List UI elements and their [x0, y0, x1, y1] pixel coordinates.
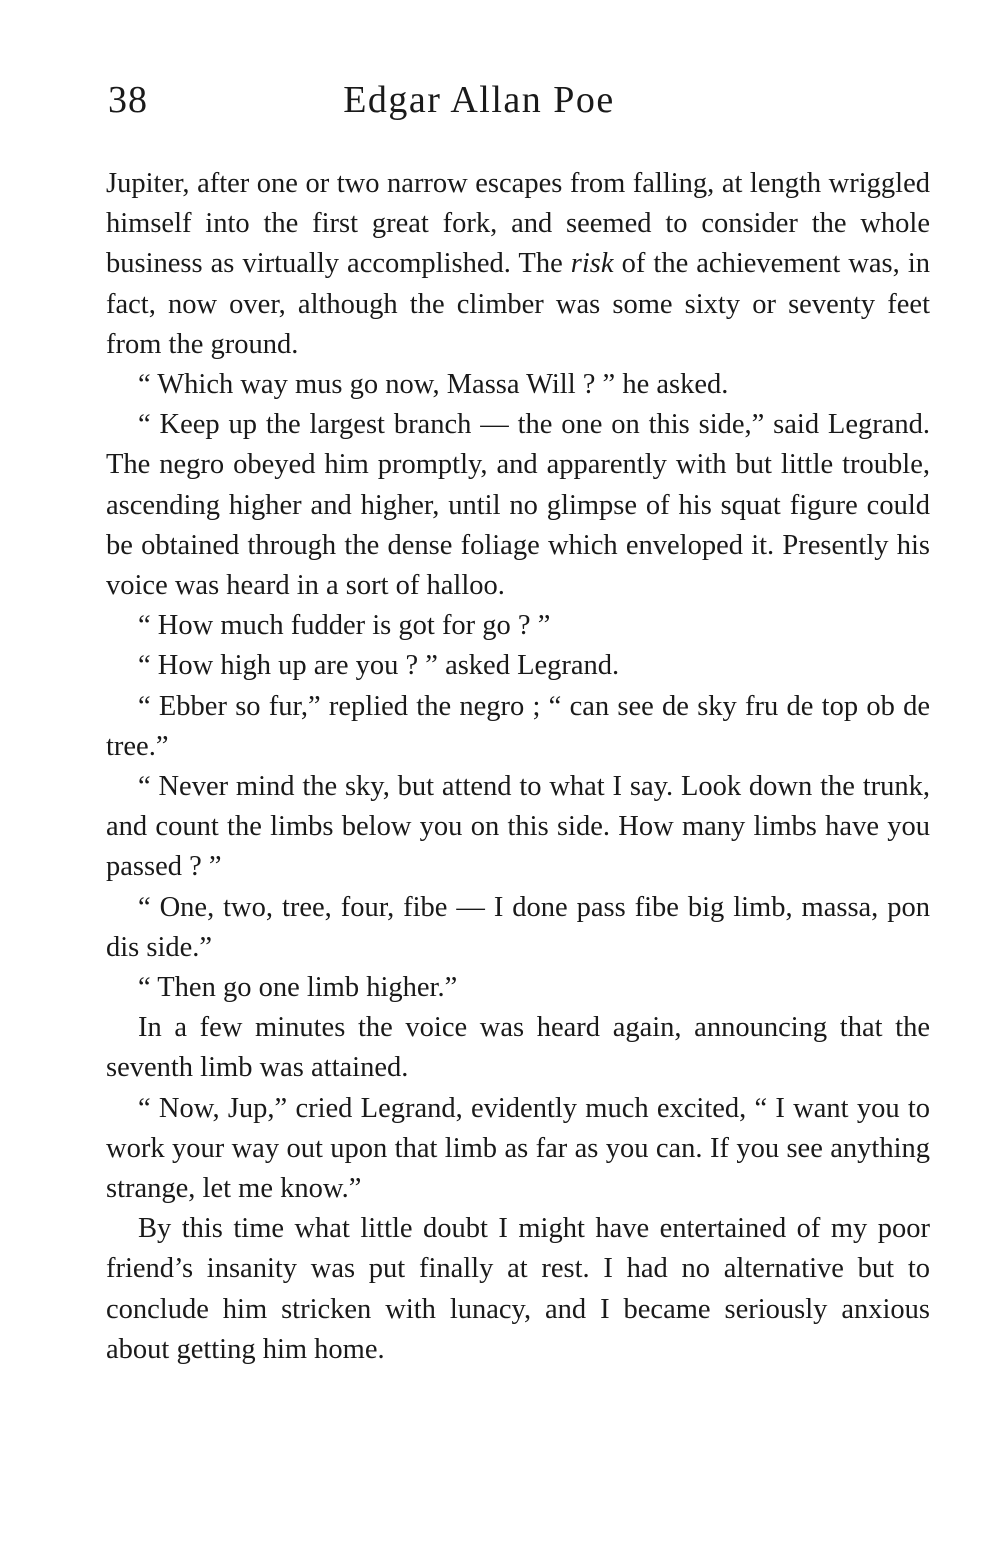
paragraph-5: “ How high up are you ? ” asked Legrand.: [138, 650, 620, 682]
paragraph-7: “ Never mind the sky, but attend to what I say. Look down the trunk, and count the limbs below you on this side. How many limbs have you passed ? ”: [106, 771, 930, 883]
paragraph-9: “ Then go one limb higher.”: [138, 972, 458, 1004]
page-number: 38: [108, 79, 148, 121]
paragraph-10: In a few minutes the voice was heard again, announcing that the seventh limb was attained.: [106, 1012, 930, 1084]
paragraph-1-text-after: of the achievement was, in fact, now over, although the climber was some sixty or seventy feet from the ground.: [106, 248, 930, 360]
paragraph-6: “ Ebber so fur,” replied the negro ; “ can see de sky fru de top ob de tree.”: [106, 690, 930, 762]
paragraph-4: “ How much fudder is got for go ? ”: [138, 610, 551, 642]
body-text: [106, 164, 930, 1370]
running-title: Edgar Allan Poe: [343, 79, 615, 121]
paragraph-3: “ Keep up the largest branch — the one on this side,” said Legrand. The negro obeyed him promptly, and apparently with but little trouble, ascending higher and higher, until no glimpse of his squat figure could be obtained through the dense foliage which enveloped it. Presently his voice was heard in a sort of halloo.: [106, 409, 930, 602]
paragraph-8: “ One, two, tree, four, fibe — I done pass fibe big limb, massa, pon dis side.”: [106, 891, 930, 963]
emphasis-risk: risk: [570, 248, 614, 280]
paragraph-1-text-before: Jupiter, after one or two narrow escapes from falling, at length wriggled himself into the first great fork, and seemed to consider the whole business as virtually accomplished. The: [106, 168, 930, 280]
paragraph-12: By this time what little doubt I might have entertained of my poor friend’s insanity was put finally at rest. I had no alternative but to conclude him stricken with lunacy, and I became seriously anxious about getting him home.: [106, 1213, 930, 1365]
paragraph-11: “ Now, Jup,” cried Legrand, evidently much excited, “ I want you to work your way out upon that limb as far as you can. If you see anything strange, let me know.”: [106, 1092, 930, 1205]
page-header: [108, 78, 930, 128]
paragraph-2: “ Which way mus go now, Massa Will ? ” he asked.: [138, 369, 729, 401]
paragraph-1: [106, 164, 930, 365]
